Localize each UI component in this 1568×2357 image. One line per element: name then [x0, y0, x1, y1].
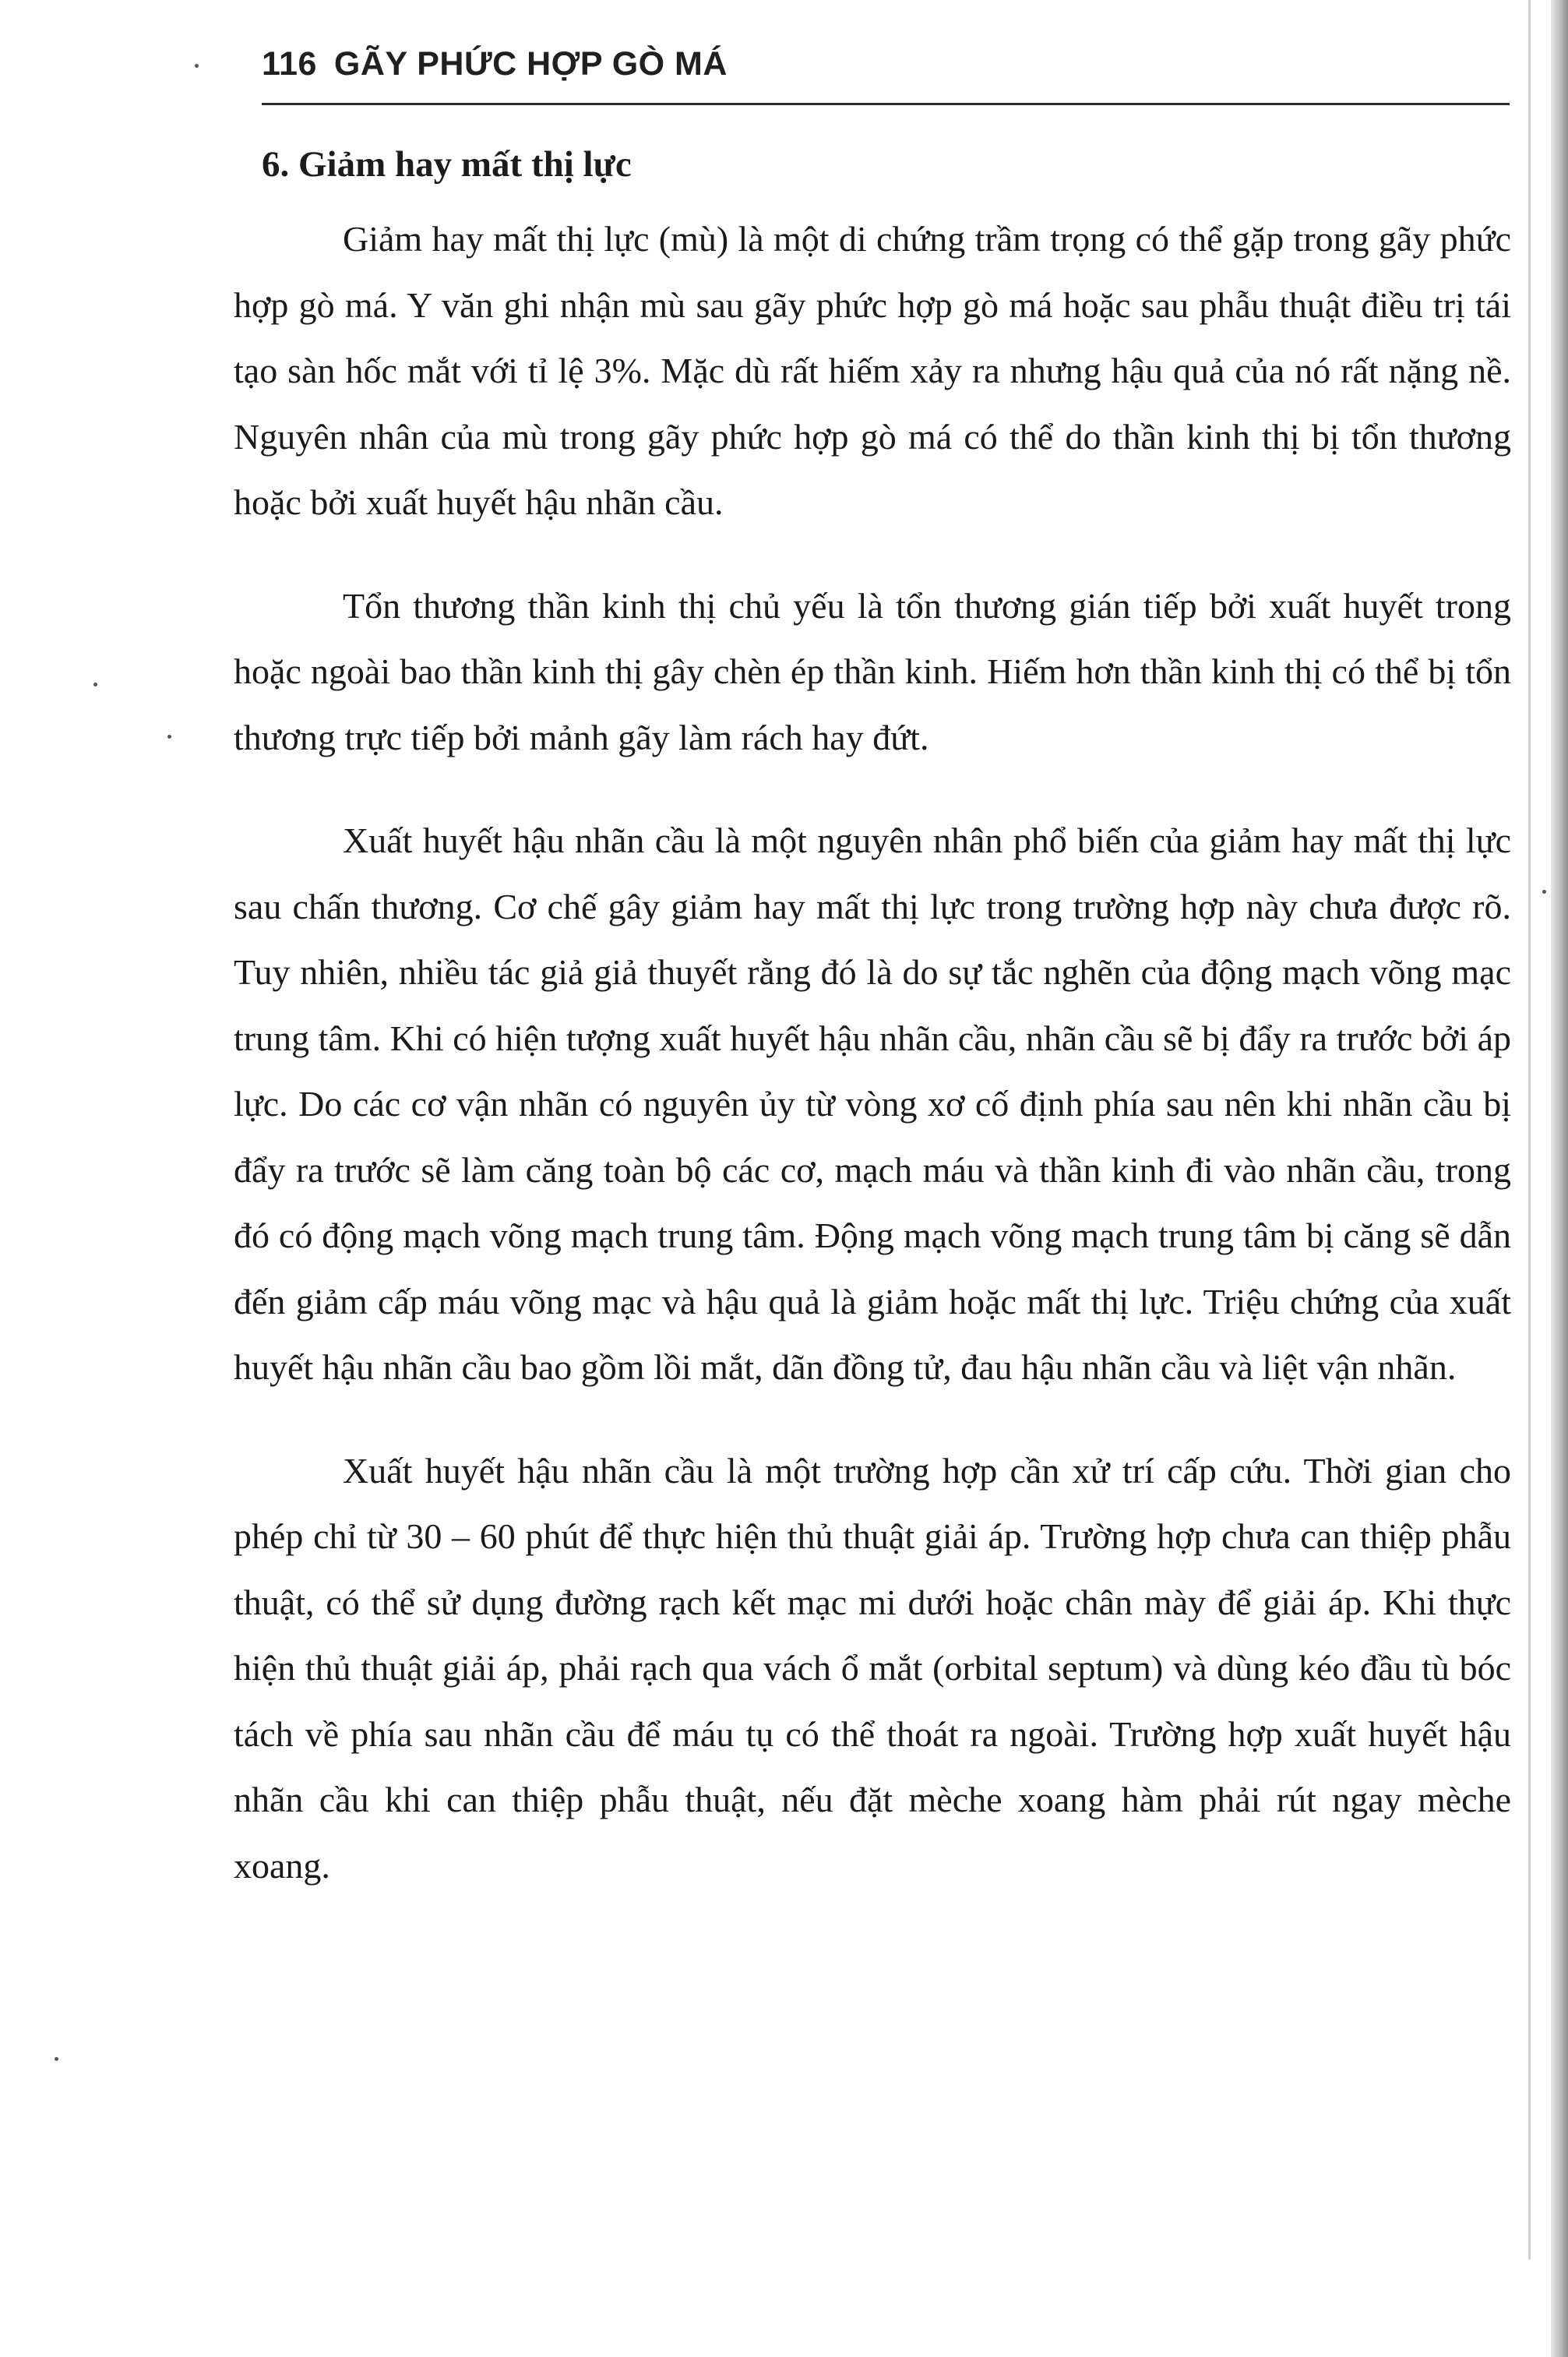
page-edge: [1551, 0, 1568, 2357]
scan-speck: [93, 683, 97, 686]
running-header: [262, 45, 1508, 108]
page-gutter-shadow: [1528, 0, 1531, 2260]
chapter-title: GÃY PHỨC HỢP GÒ MÁ: [333, 45, 728, 83]
body-text: [234, 206, 1511, 1936]
page-number: 116: [262, 45, 317, 83]
paragraph: Xuất huyết hậu nhãn cầu là một trường hợp cần xử trí cấp cứu. Thời gian cho phép chỉ từ 30 – 60 phút để thực hiện thủ thuật giải áp. Trường hợp chưa can thiệp phẫu thuật, có thể sử dụng đường rạch kết mạc mi dưới hoặc chân mày để giải áp. Khi thực hiện thủ thuật giải áp, phải rạch qua vách ổ mắt (orbital septum) và dùng kéo đầu tù bóc tách về phía sau nhãn cầu để máu tụ có thể thoát ra ngoài. Trường hợp xuất huyết hậu nhãn cầu khi can thiệp phẫu thuật, nếu đặt mèche xoang hàm phải rút ngay mèche xoang.: [234, 1450, 1511, 1886]
scan-speck: [195, 64, 199, 68]
scan-speck: [167, 735, 171, 739]
scan-speck: [1542, 890, 1546, 894]
header-rule: [262, 103, 1510, 105]
paragraph: Tổn thương thần kinh thị chủ yếu là tổn thương gián tiếp bởi xuất huyết trong hoặc ngoài bao thần kinh thị gây chèn ép thần kinh. Hiếm hơn thần kinh thị có thể bị tổn thương trực tiếp bởi mảnh gãy làm rách hay đứt.: [234, 585, 1511, 757]
scan-speck: [55, 2057, 58, 2061]
paragraph: Xuất huyết hậu nhãn cầu là một nguyên nhân phổ biến của giảm hay mất thị lực sau chấn thương. Cơ chế gây giảm hay mất thị lực trong trường hợp này chưa được rõ. Tuy nhiên, nhiều tác giả giả thuyết rằng đó là do sự tắc nghẽn của động mạch võng mạc trung tâm. Khi có hiện tượng xuất huyết hậu nhãn cầu, nhãn cầu sẽ bị đẩy ra trước bởi áp lực. Do các cơ vận nhãn có nguyên ủy từ vòng xơ cố định phía sau nên khi nhãn cầu bị đẩy ra trước sẽ làm căng toàn bộ các cơ, mạch máu và thần kinh đi vào nhãn cầu, trong đó có động mạch võng mạch trung tâm. Động mạch võng mạch trung tâm bị căng sẽ dẫn đến giảm cấp máu võng mạc và hậu quả là giảm hoặc mất thị lực. Triệu chứng của xuất huyết hậu nhãn cầu bao gồm lồi mắt, dãn đồng tử, đau hậu nhãn cầu và liệt vận nhãn.: [234, 820, 1511, 1387]
paragraph: Giảm hay mất thị lực (mù) là một di chứng trầm trọng có thể gặp trong gãy phức hợp gò má. Y văn ghi nhận mù sau gãy phức hợp gò má hoặc sau phẫu thuật điều trị tái tạo sàn hốc mắt với tỉ lệ 3%. Mặc dù rất hiếm xảy ra nhưng hậu quả của nó rất nặng nề. Nguyên nhân của mù trong gãy phức hợp gò má có thể do thần kinh thị bị tổn thương hoặc bởi xuất huyết hậu nhãn cầu.: [234, 219, 1511, 522]
section-heading: 6. Giảm hay mất thị lực: [262, 144, 632, 185]
